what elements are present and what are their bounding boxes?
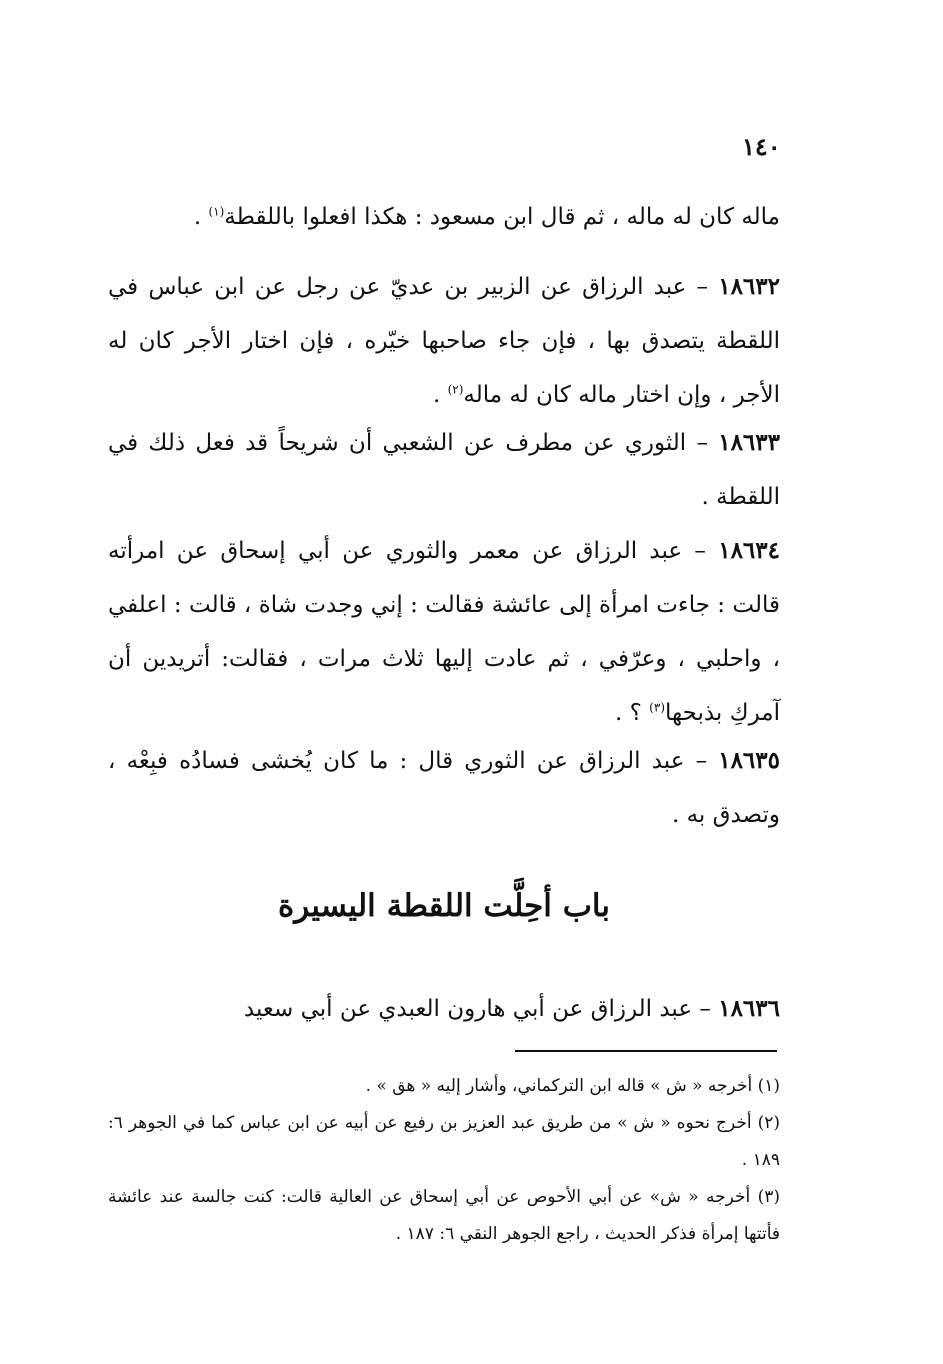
hadith-18636 (108, 982, 780, 1036)
hadith-text: – عبد الرزاق عن الثوري قال : ما كان يُخشى فسادُه فبِعْه ، وتصدق به . (108, 748, 780, 828)
page-number: ١٤٠ (742, 132, 781, 161)
footnote-1: (١) أخرجه « ش » قاله ابن التركماني، وأشار إليه « هق » . (365, 1076, 780, 1096)
hadith-18634 (108, 524, 780, 740)
paragraph-continuation (108, 190, 780, 244)
hadith-number: ١٨٦٣٦ (718, 995, 780, 1022)
hadith-text: – عبد الرزاق عن أبي هارون العبدي عن أبي سعيد (243, 996, 719, 1022)
paragraph-text: ماله كان له ماله ، ثم قال ابن مسعود : هكذا افعلوا باللقطة (224, 204, 780, 230)
hadith-18633 (108, 416, 780, 524)
hadith-18632 (108, 260, 780, 422)
hadith-text: – الثوري عن مطرف عن الشعبي أن شريحاً قد فعل ذلك في اللقطة . (108, 430, 780, 510)
hadith-number: ١٨٦٣٥ (718, 747, 780, 774)
footnote-divider (515, 1050, 777, 1052)
footnotes (108, 1068, 780, 1253)
chapter-title: باب أحِلَّت اللقطة اليسيرة (278, 888, 610, 924)
footnote-ref[interactable]: (٢) (447, 382, 464, 397)
hadith-text: – عبد الرزاق عن معمر والثوري عن أبي إسحاق عن امرأته قالت : جاءت امرأة إلى عائشة فقالت : إني وجدت شاة ، قالت : اعلفي ، واحلبي ، وعرّفي ، ثم عادت إليها ثلاث مرات ، فقالت: أتريدين أن آمركِ بذبحها (108, 538, 780, 726)
hadith-18635 (108, 734, 780, 842)
hadith-text: – عبد الرزاق عن الزبير بن عديّ عن رجل عن ابن عباس في اللقطة يتصدق بها ، فإن جاء صاحبها خيّره ، فإن اختار الأجر كان له الأجر ، وإن اختار ماله كان له ماله (108, 274, 780, 408)
paragraph-end: ؟ . (615, 700, 650, 726)
footnote-3: (٣) أخرجه « ش» عن أبي الأحوص عن أبي إسحاق عن العالية قالت: كنت جالسة عند عائشة فأتتها إمرأة فذكر الحديث ، راجع الجوهر النقي ٦: ١٨٧ . (108, 1187, 780, 1244)
paragraph-end: . (432, 382, 448, 408)
footnote-ref[interactable]: (٣) (649, 700, 665, 715)
hadith-number: ١٨٦٣٣ (718, 429, 780, 456)
footnote-ref[interactable]: (١) (208, 204, 225, 219)
footnote-2: (٢) أخرج نحوه « ش » من طريق عبد العزيز بن رفيع عن أبيه عن ابن عباس كما في الجوهر ٦: ١٨٩ . (108, 1113, 780, 1170)
hadith-number: ١٨٦٣٢ (718, 273, 780, 300)
hadith-number: ١٨٦٣٤ (718, 537, 780, 564)
paragraph-end: . (193, 204, 209, 230)
